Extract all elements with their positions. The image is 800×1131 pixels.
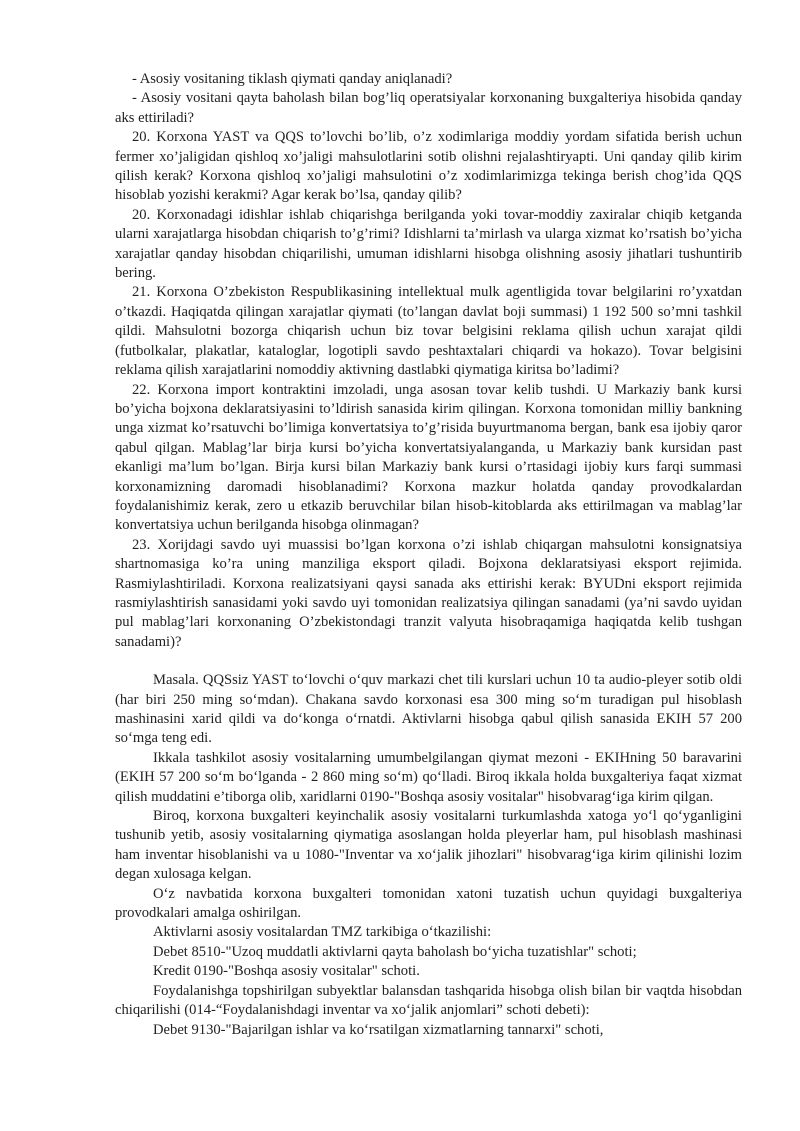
masala-paragraph: Masala. QQSsiz YAST to‘lovchi o‘quv markazi chet tili kurslari uchun 10 ta audio-pleyer sotib oldi (har biri 250 ming so‘mdan). Chakana savdo korxonasi esa 300 ming so‘m turadigan pul hisoblash mashinasini xarid qildi va do‘konga o‘rnatdi. Aktivlarni hisobga qabul qilish sanasida EKIH 57 200 so‘mga teng edi. bbox=[115, 672, 742, 747]
journal-entry-debit: Debet 8510-"Uzoq muddatli aktivlarni qayta baholash bo‘yicha tuzatishlar" schoti; bbox=[153, 943, 637, 960]
journal-entry-credit: Kredit 0190-"Boshqa asosiy vositalar" schoti. bbox=[153, 963, 420, 980]
masala-paragraph: Aktivlarni asosiy vositalardan TMZ tarkibiga o‘tkazilishi: bbox=[153, 924, 492, 941]
masala-paragraph: Biroq, korxona buxgalteri keyinchalik asosiy vositalarni turkumlashda xatoga yo‘l qo‘yganligini tushunib yetib, asosiy vositalarning qiymatiga asoslangan holda pleyerlar ham, pul hisoblash mashinasi ham inventar hisoblanishi va u 1080-"Inventar va xo‘jalik jihozlari" hisobvarag‘iga kirim qilinishi lozim degan xulosaga kelgan. bbox=[115, 808, 742, 883]
document-page bbox=[115, 70, 742, 1040]
masala-paragraph: Foydalanishga topshirilgan subyektlar balansdan tashqarida hisobga olish bilan bir vaqtda hisobdan chiqarilishi (014-“Foydalanishdagi inventar va xo‘jalik anjomlari” schoti debeti): bbox=[115, 982, 742, 1019]
question-21-trademark: 21. Korxona O’zbekiston Respublikasining intellektual mulk agentligida tovar belgilarini ro’yxatdan o’tkazdi. Haqiqatda qilingan xarajatlar qiymati (to’langan davlat boji summasi) 1 192 500 so’mni tashkil qildi. Mahsulotni bozorga chiqarish uchun biz tovar belgisini reklama qilish uchun xarajat qildi (futbolkalar, plakatlar, kataloglar, logotipli savdo peshtaxtalari chiqardi va hokazo). Tovar belgisini reklama qilish xarajatlarini nomoddiy aktivning dastlabki qiymatiga kiritsa bo’ladimi? bbox=[115, 284, 742, 379]
question-20-farm-products: 20. Korxona YAST va QQS to’lovchi bo’lib, o’z xodimlariga moddiy yordam sifatida berish uchun fermer xo’jaligidan qishloq xo’jaligi mahsulotlarini sotib olishni rejalashtiryapti. Uni qanday qilib kirim qilish kerak? Korxona qishloq xo’jaligi mahsulotini o’z xodimlarimizga tekinga berish chog’ida QQS hisoblab yozishi kerakmi? Agar kerak bo’lsa, qanday qilib? bbox=[115, 129, 742, 204]
section-spacer bbox=[115, 652, 742, 671]
question-23-export-consignment: 23. Xorijdagi savdo uyi muassisi bo’lgan korxona o’zi ishlab chiqargan mahsulotni konsignatsiya shartnomasiga ko’ra uning manziliga eksport qiladi. Bojxona deklaratsiyasi eksport rejimida. Rasmiylashtiriladi. Korxona realizatsiyani qaysi sanada aks ettirishi kerak: BYUDni eksport rejimida rasmiylashtirish sanasidami yoki savdo uyi tomonidan realizatsiya qilingan sanadami (ya’ni savdo uyidan pul mablag’lari korxonaning O’zbekistondagi tranzit valyuta hisobraqamiga haqiqatda kelib tushgan sanadami)? bbox=[115, 536, 742, 650]
question-restoration-value: - Asosiy vositaning tiklash qiymati qanday aniqlanadi? bbox=[132, 71, 453, 87]
journal-entry-debit: Debet 9130-"Bajarilgan ishlar va ko‘rsatilgan xizmatlarning tannarxi" schoti, bbox=[153, 1021, 604, 1038]
masala-paragraph: Ikkala tashkilot asosiy vositalarning umumbelgilangan qiymat mezoni - EKIHning 50 baravarini (EKIH 57 200 so‘m bo‘lganda - 2 860 ming so‘m) qo‘lladi. Biroq ikkala holda buxgalteriya faqat xizmat qilish muddatini e’tiborga olib, xaridlarni 0190-"Boshqa asosiy vositalar" hisobvarag‘iga kirim qilgan. bbox=[115, 749, 742, 805]
question-revaluation: - Asosiy vositani qayta baholash bilan bog’liq operatsiyalar korxonaning buxgalteriya hisobida qanday aks ettiriladi? bbox=[115, 90, 742, 126]
question-20-containers: 20. Korxonadagi idishlar ishlab chiqarishga berilganda yoki tovar-moddiy zaxiralar chiqib ketganda ularni xarajatlarga hisobdan chiqarish to’g’rimi? Idishlarni ta’mirlash va ularga xizmat ko’rsatish bo’yicha xarajatlar qanday hisobdan chiqarilishi, umuman idishlarni hisobga olishning asosiy jihatlari tushuntirib bering. bbox=[115, 206, 742, 282]
masala-paragraph: O‘z navbatida korxona buxgalteri tomonidan xatoni tuzatish uchun quyidagi buxgalteriya provodkalari amalga oshirilgan. bbox=[115, 885, 742, 922]
question-22-import-contract: 22. Korxona import kontraktini imzoladi, unga asosan tovar kelib tushdi. U Markaziy bank kursi bo’yicha bojxona deklaratsiyasini to’ldirish sanasida kirim qilingan. Korxona tomonidan milliy bankning unga xizmat ko’rsatuvchi bo’limiga konvertatsiya to’g’risida buyurtmanoma bergan, bank esa ijobiy qaror qabul qilgan. Mablag’lar birja kursi bo’yicha konvertatsiyalanganda, u Markaziy bank kursidan past ekanligi ma’lum bo’lgan. Birja kursi bilan Markaziy bank kursi o’rtasidagi ijobiy kurs farqi summasi korxonamizning daromadi hisoblanadimi? Korxona mazkur holatda qanday provodkalardan foydalanishimiz kerak, zero u etkazib beruvchilar bilan hisob-kitoblarda aks ettirilmagan va mablag’lar konvertatsiya uchun berilganda hisobga olinmagan? bbox=[115, 381, 742, 534]
